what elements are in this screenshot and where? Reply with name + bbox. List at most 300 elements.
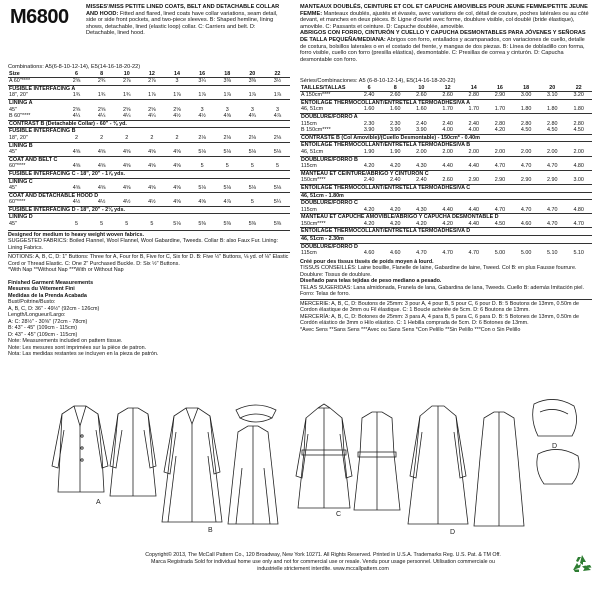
yardage-cell: 4.40: [468, 163, 480, 170]
size-cell: 8: [382, 85, 408, 92]
yardage-cell: 2.80: [573, 120, 584, 127]
yardage-cell: 4½: [198, 113, 206, 120]
yardage-cell: 4.20: [416, 220, 427, 227]
yardage-row: [8, 135, 290, 142]
size-cell: 16: [190, 71, 215, 78]
coat-c-back-drawing: [354, 412, 400, 510]
row-label: 18", 20": [9, 134, 28, 141]
row-label: 45": [9, 185, 17, 192]
yardage-table-fr: [300, 85, 592, 257]
yardage-cell: 2¾: [97, 78, 106, 85]
copyright-line-2: Marca Registrada Sold for individual home use only and not for commercial use or resale. Vendu pour usage personnel. Utilisation commerciale ou: [151, 559, 495, 565]
yardage-cell: 5⅛: [223, 149, 231, 156]
yardage-cell: 4.70: [442, 250, 453, 257]
yardage-row: [300, 250, 592, 257]
yardage-cell: 5.10: [573, 250, 584, 257]
yardage-cell: 2: [125, 134, 129, 141]
size-cell: 6: [356, 85, 382, 92]
yardage-cell: 3: [200, 106, 204, 113]
size-cell: 10: [408, 85, 434, 92]
yardage-cell: 5: [250, 163, 254, 170]
yardage-cell: 4⅝: [72, 149, 81, 156]
row-label: 46, 51cm: [301, 148, 324, 155]
section-label: 46, 51cm - 2.30m: [300, 236, 592, 244]
yardage-section-row: [300, 99, 592, 106]
yardage-cell: 1⅞: [173, 92, 181, 99]
yardage-cell: 4⅝: [97, 149, 106, 156]
yardage-cell: 3: [275, 106, 279, 113]
yardage-cell: 1.60: [416, 106, 427, 113]
yardage-section-row: [8, 170, 290, 178]
section-label: ENTOILAGE THERMOCOLLANT/ENTRETELA TERMOADHESIVA A: [300, 99, 592, 106]
yardage-row: [8, 185, 290, 192]
yardage-cell: 3¼: [198, 78, 206, 85]
yardage-cell: 3.00: [520, 92, 532, 99]
yardage-cell: 4.70: [547, 206, 558, 213]
header-fr-es: [300, 4, 592, 63]
disenado-para: Diseñado para telas tejidas de peso mediano a pesado.: [300, 278, 442, 285]
row-label: B 150cm****: [301, 127, 331, 134]
yardage-cell: 3.90: [416, 127, 427, 134]
section-label: LINING B: [8, 142, 290, 149]
yardage-cell: 2.60: [442, 92, 453, 99]
yardage-cell: 5⅜: [248, 221, 257, 228]
yardage-cell: 2: [150, 134, 154, 141]
meas-note-es: Nota: Las medidas restantes se incluyen en la pieza de patrón.: [8, 351, 159, 358]
meas-title-fr: Mesures du Vêtement Fini: [8, 286, 75, 293]
yardage-section-row: [300, 243, 592, 250]
yardage-cell: 2.90: [494, 177, 506, 184]
row-label: A 150cm****: [301, 92, 331, 99]
yardage-cell: 2.80: [494, 120, 506, 127]
yardage-cell: 3.90: [390, 127, 401, 134]
yardage-cell: 2.40: [416, 120, 427, 127]
yardage-section-row: [300, 200, 592, 207]
row-label: 60"****: [9, 199, 26, 206]
size-cell: 14: [164, 71, 189, 78]
yardage-cell: 5: [275, 163, 279, 170]
meas-title-es: Medidas de la Prenda Acabada: [8, 292, 87, 299]
copyright-line-3: industrielle strictement interdite. www.mccallpattern.com: [257, 566, 389, 572]
section-label: DOUBLURE/FORRO D: [300, 243, 592, 250]
yardage-cell: 4.60: [520, 220, 532, 227]
yardage-cell: 5: [150, 221, 154, 228]
coat-c-drawing: [296, 404, 352, 508]
header-es-title: ABRIGOS CON FORRO, CINTURÓN Y CUELLO Y CAPUCHA DESMONTABLES PARA JÓVENES Y SEÑORAS DE TALLA PEQUEÑA/MEDIANA:: [300, 30, 586, 43]
size-cell: 16: [487, 85, 513, 92]
yardage-cell: 2.00: [416, 148, 427, 155]
yardage-cell: 2.40: [390, 177, 401, 184]
yardage-cell: 2.00: [442, 148, 453, 155]
yardage-section-row: [8, 178, 290, 185]
yardage-cell: 2⅝: [173, 106, 181, 113]
yardage-row: [8, 107, 290, 114]
yardage-cell: 4½: [72, 199, 81, 206]
combinations-fr: Séries/Combinaciones: A5 (6-8-10-12-14), E5(14-16-18-20-22): [300, 78, 456, 84]
yardage-cell: 5⅛: [198, 185, 206, 192]
yardage-cell: 4.70: [520, 163, 532, 170]
notes-en: [8, 230, 290, 274]
view-label-hood-d: D: [552, 443, 558, 450]
section-label: FUSIBLE INTERFACING B: [8, 128, 290, 135]
yardage-section-row: [8, 142, 290, 149]
yardage-cell: 1.60: [390, 106, 401, 113]
yardage-cell: 5⅛: [248, 149, 257, 156]
yardage-cell: 4⅝: [72, 163, 81, 170]
yardage-cell: 4.50: [573, 127, 584, 134]
yardage-cell: 4.70: [494, 206, 506, 213]
yardage-cell: 4.40: [468, 220, 480, 227]
yardage-cell: 4⅝: [173, 199, 181, 206]
header-en-title: MISSES'/MISS PETITE LINED COATS, BELT AND DETACHABLE COLLAR AND HOOD:: [86, 4, 280, 17]
yardage-cell: 4.70: [468, 250, 480, 257]
yardage-cell: 2.40: [442, 120, 453, 127]
yardage-cell: 4⅝: [72, 185, 81, 192]
yardage-cell: 4¼: [72, 113, 81, 120]
section-label: DOUBLURE/FORRO A: [300, 113, 592, 120]
yardage-cell: 2⅞: [148, 78, 156, 85]
coat-a-back-drawing: [110, 408, 156, 496]
section-label: MANTEAU ET CEINTURE/ABRIGO Y CINTURÓN C: [300, 170, 592, 177]
yardage-cell: 2.80: [468, 92, 480, 99]
yardage-section-row: [300, 214, 592, 221]
combinations-en: Combinations: A5(6-8-10-12-14), E5(14-16-18-20-22): [8, 64, 141, 70]
yardage-cell: 4½: [148, 199, 156, 206]
header-en: [86, 4, 282, 37]
yardage-cell: 4.80: [573, 163, 584, 170]
view-label-a: A: [96, 499, 101, 506]
section-label: ENTOILAGE THERMOCOLLANT/ENTRETELA TERMOADHESIVA B: [300, 142, 592, 149]
notions: NOTIONS: A, B, C, D: 1" Buttons: Three for A, Four for B, Five for C, Six for D. B: Five ½" Buttons, ⅛ yd. of ⅛" Elastic Cord or Thread Elastic. C: One 2" Purchased Buckle. D: Six ½" Buttons.: [8, 254, 289, 267]
yardage-cell: 1.80: [547, 106, 558, 113]
length-b: B: 43" - 45" (109cm - 115cm): [8, 325, 78, 332]
coat-b-back-drawing: [228, 426, 278, 524]
yardage-cell: 2.90: [494, 92, 506, 99]
yardage-cell: 4.20: [390, 206, 401, 213]
yardage-cell: 4⅝: [123, 185, 131, 192]
yardage-cell: 5⅛: [223, 185, 231, 192]
yardage-row: [300, 92, 592, 100]
yardage-cell: 4⅞: [273, 113, 282, 120]
meas-note-en: Note: Measurements included on pattern tissue.: [8, 338, 123, 345]
yardage-cell: 2⅞: [123, 78, 131, 85]
yardage-cell: 1⅞: [223, 92, 231, 99]
row-label: B 60"****: [9, 113, 31, 120]
yardage-cell: 5⅛: [248, 185, 257, 192]
yardage-section-row: [8, 85, 290, 92]
row-label: 45": [9, 149, 17, 156]
section-label: COAT AND DETACHABLE HOOD D: [8, 192, 290, 199]
yardage-cell: 1¾: [72, 92, 81, 99]
nap-legend-fr: *Avec Sens **Sans Sens ***Avec ou Sans Sens *Con Pelillo **Sin Pelillo ***Con o Sin Pelillo: [300, 326, 521, 333]
yardage-cell: 1⅞: [273, 92, 282, 99]
yardage-cell: 2⅝: [97, 106, 106, 113]
section-label: LINING C: [8, 178, 290, 185]
coat-b-drawing: [162, 408, 222, 522]
yardage-cell: 4.60: [363, 250, 375, 257]
yardage-cell: 1.70: [468, 106, 480, 113]
yardage-cell: 3⅜: [223, 78, 231, 85]
yardage-row: [8, 149, 290, 156]
header-es-desc: Abrigos con forro, entallados y acampanados, con variaciones de cuello, detalle de costura, bolsillos laterales o en el costado del frente, y mangas de dos piezas. B: Línea de dobladillo con forma, forro visible, cuello con forro (presilla elástica), desmontable. C: Presillas de correa y cinturón. D: Capucha desmontable con forro.: [300, 36, 585, 63]
yardage-cell: 3.10: [547, 92, 558, 99]
yardage-cell: 2.30: [390, 120, 401, 127]
row-label: 115cm: [301, 206, 317, 213]
yardage-cell: 1.80: [520, 106, 532, 113]
row-label: 115cm: [301, 250, 317, 257]
yardage-cell: 5⅜: [223, 221, 231, 228]
yardage-cell: 2: [100, 134, 104, 141]
section-label: CONTRASTE B (Col Amovible)/(Cuello Desmontable) - 150cm* - 0.40m: [300, 134, 592, 142]
yardage-table-en: [8, 71, 290, 228]
yardage-section-row: [8, 214, 290, 221]
yardage-cell: 1.70: [442, 106, 453, 113]
yardage-cell: 2⅝: [123, 106, 131, 113]
size-cell: 10: [114, 71, 139, 78]
meas-note-fr: Note: Les mesures sont imprimées sur la pièce de patron.: [8, 344, 147, 351]
section-label: LINING A: [8, 99, 290, 106]
size-cell: 12: [435, 85, 461, 92]
telas-sugeridas: TELAS SUGERIDAS: Lana almidonada, Franela de lana, Gabardina de lana, Tweeds. Cuello B: además Imitación piel. Forro: Telas de forro.: [300, 284, 584, 298]
yardage-cell: 2⅛: [273, 134, 282, 141]
yardage-cell: 4.20: [390, 163, 401, 170]
yardage-cell: 1.80: [573, 106, 584, 113]
suggested-fabrics: SUGGESTED FABRICS: Boiled Flannel, Wool Flannel, Wool Gabardine, Tweeds. Collar B: also Faux Fur. Lining: Lining Fabrics.: [8, 238, 278, 251]
size-cell: 22: [565, 85, 592, 92]
yardage-cell: 5: [75, 221, 79, 228]
row-label: 45": [9, 106, 17, 113]
yardage-cell: 5: [125, 221, 129, 228]
size-cell: 12: [139, 71, 164, 78]
bust-values: A, B, C, D: 36" - 49½" (92cm - 126cm): [8, 305, 100, 312]
section-label: DOUBLURE/FORRO B: [300, 156, 592, 163]
yardage-cell: 1¾: [123, 92, 131, 99]
yardage-cell: 4.20: [363, 220, 375, 227]
coat-a-drawing: [52, 406, 108, 492]
yardage-cell: 4⅝: [123, 149, 131, 156]
yardage-row: [300, 163, 592, 170]
yardage-cell: 5: [250, 199, 254, 206]
header-fr-title: MANTEAUX DOUBLÉS, CEINTURE ET COL ET CAPUCHE AMOVIBLES POUR JEUNE FEMME/PETITE JEUNE FEMME:: [300, 4, 588, 17]
cree-pour: Créé pour des tissus tissés de poids moyen à lourd.: [300, 258, 434, 265]
yardage-cell: 3.00: [573, 177, 584, 184]
yardage-cell: 2.80: [520, 120, 532, 127]
yardage-section-row: [300, 170, 592, 177]
hood-d-drawing: [533, 399, 579, 484]
yardage-cell: 3: [175, 78, 179, 85]
yardage-cell: 4.50: [494, 220, 506, 227]
yardage-cell: 4.50: [520, 127, 532, 134]
nap-legend-en: *With Nap **Without Nap ***With or Without Nap: [8, 267, 124, 274]
yardage-cell: 2.40: [468, 120, 480, 127]
yardage-cell: 4⅝: [173, 185, 181, 192]
yardage-row: [300, 127, 592, 134]
yardage-cell: 2.90: [547, 177, 558, 184]
yardage-cell: 3.90: [363, 127, 375, 134]
yardage-section-row: [8, 128, 290, 135]
recycle-icon: [570, 553, 594, 577]
yardage-cell: 2.40: [363, 177, 375, 184]
yardage-cell: 5⅛: [173, 221, 181, 228]
yardage-cell: 4⅝: [148, 185, 156, 192]
yardage-row: [300, 207, 592, 214]
yardage-row: [8, 221, 290, 228]
yardage-cell: 4⅝: [198, 199, 206, 206]
yardage-row: [300, 177, 592, 184]
yardage-cell: 2.90: [468, 177, 480, 184]
row-label: 46, 51cm: [301, 106, 324, 113]
yardage-section-row: [300, 184, 592, 192]
yardage-cell: 4⅝: [97, 163, 106, 170]
yardage-cell: 4.30: [416, 163, 427, 170]
size-cell: 8: [89, 71, 114, 78]
yardage-cell: 2⅝: [72, 78, 81, 85]
view-label-b: B: [208, 527, 213, 534]
length-label: Length/Longueur/Largo:: [8, 312, 66, 319]
yardage-row: [300, 221, 592, 228]
yardage-cell: 4⅝: [97, 185, 106, 192]
size-cell: 18: [215, 71, 240, 78]
size-cell: 14: [461, 85, 487, 92]
size-header-label: Size: [8, 71, 64, 78]
yardage-cell: 5⅜: [198, 221, 206, 228]
yardage-cell: 2⅛: [198, 134, 206, 141]
yardage-cell: 4⅝: [173, 163, 181, 170]
yardage-cell: 2⅛: [248, 134, 257, 141]
yardage-section-row: [8, 99, 290, 106]
size-cell: 20: [539, 85, 565, 92]
yardage-section-row: [300, 236, 592, 244]
yardage-cell: 4.70: [494, 163, 506, 170]
yardage-cell: 4.20: [363, 163, 375, 170]
yardage-section-row: [300, 192, 592, 200]
yardage-cell: 4¾: [248, 113, 257, 120]
yardage-cell: 2.60: [442, 177, 453, 184]
yardage-row: [8, 113, 290, 120]
technical-drawings: [44, 396, 592, 546]
yardage-cell: 3.20: [573, 92, 584, 99]
yardage-cell: 1⅞: [148, 92, 156, 99]
section-label: LINING D: [8, 214, 290, 221]
yardage-cell: 4.70: [416, 250, 427, 257]
yardage-cell: 4.70: [547, 220, 558, 227]
yardage-cell: 4.40: [468, 206, 480, 213]
coat-d-drawing: [408, 406, 468, 524]
yardage-cell: 3: [225, 106, 229, 113]
section-label: FUSIBLE INTERFACING A: [8, 85, 290, 92]
yardage-cell: 2⅛: [223, 134, 231, 141]
yardage-cell: 4¼: [148, 113, 156, 120]
yardage-cell: 4.40: [442, 206, 453, 213]
yardage-section-row: [300, 156, 592, 163]
section-label: ENTOILAGE THERMOCOLLANT/ENTRETELA TERMOADHESIVA C: [300, 184, 592, 192]
bust-label: Bust/Poitrine/Busto:: [8, 299, 56, 306]
yardage-column-en: [8, 64, 290, 358]
yardage-cell: 2.00: [494, 148, 506, 155]
row-label: 45": [9, 221, 17, 228]
yardage-section-row: [300, 228, 592, 236]
yardage-cell: 4¼: [97, 113, 106, 120]
length-ac: A: C: 28½" - 30⅝" (72cm - 78cm): [8, 318, 88, 325]
yardage-cell: 4⅝: [148, 149, 156, 156]
yardage-cell: 5⅛: [198, 149, 206, 156]
yardage-cell: 5.10: [547, 250, 558, 257]
yardage-cell: 4.20: [363, 206, 375, 213]
yardage-cell: 2.00: [520, 148, 532, 155]
yardage-cell: 4.80: [573, 206, 584, 213]
yardage-section-row: [300, 113, 592, 120]
yardage-cell: 4.40: [442, 163, 453, 170]
section-label: ENTOILAGE THERMOCOLLANT/ENTRETELA TERMOADHESIVA D: [300, 228, 592, 236]
designed-for: Designed for medium to heavy weight woven fabrics.: [8, 231, 144, 238]
yardage-section-row: [300, 142, 592, 149]
yardage-cell: 5⅛: [273, 185, 282, 192]
yardage-cell: 1¾: [97, 92, 106, 99]
section-label: 46, 51cm - 1.80m: [300, 192, 592, 200]
yardage-cell: 1⅞: [198, 92, 206, 99]
yardage-row: [8, 92, 290, 99]
yardage-cell: 5¼: [273, 199, 282, 206]
finished-measurements: [8, 280, 290, 358]
yardage-cell: 4⅝: [173, 149, 181, 156]
copyright-line-1: Copyright© 2013, The McCall Pattern Co., 120 Broadway, New York 10271. All Rights Reserved. Printed in U.S.A. Trademarks Reg. U.S. Pat. & TM Off.: [145, 552, 501, 558]
size-cell: 6: [64, 71, 89, 78]
yardage-cell: 2.80: [547, 120, 558, 127]
pattern-number: M6800: [10, 6, 69, 28]
yardage-row: [300, 149, 592, 156]
yardage-section-row: [8, 120, 290, 128]
yardage-cell: 4.30: [416, 206, 427, 213]
yardage-cell: 5: [225, 163, 229, 170]
section-label: FUSIBLE INTERFACING D - 18", 20" - 2⅛ yds.: [8, 206, 290, 214]
section-label: FUSIBLE INTERFACING C - 18", 20" - 1⅞ yds.: [8, 170, 290, 178]
yardage-cell: 5.00: [494, 250, 506, 257]
yardage-cell: 4.00: [468, 127, 480, 134]
yardage-cell: 2: [175, 134, 179, 141]
yardage-cell: 5⅜: [273, 221, 282, 228]
collar-b-drawing: [236, 405, 276, 422]
yardage-cell: 2.60: [416, 92, 427, 99]
merceria: MERCERÍA: A, B, C, D: Botones de 25mm: 3 para A, 4 para B, 5 para C, 6 para D. B: 5 Botones de 13mm, 0.50m de Cordón elástico de 3mm o Hilo elástico. C: 1 Hebilla comprada de 5cm. D: 6 Botones de 13mm.: [300, 313, 579, 327]
yardage-cell: 3: [250, 106, 254, 113]
tissus-conseilles: TISSUS CONSEILLÉS: Laine bouillie, Flanelle de laine, Gabardine de laine, Tweed. Col B: en plus Fausse fourrure. Doublure: Tissus de doublure.: [300, 265, 577, 278]
header-fr-desc: Manteaux doublés, ajustés et évasés, avec variations de col, détail de couture, poches latérales ou au côté devant, et manches en deux pièces. B: Ligne d'ourlet avec forme, doublure visible, col doublé (bride élastique), amovible. C: Passants et ceinture. D: Capuche doublée, amovible.: [300, 10, 589, 30]
yardage-column-fr: [300, 78, 592, 333]
mercerie: MERCERIE: A, B, C, D: Boutons de 25mm: 3 pour A, 4 pour B, 5 pour C, 6 pour D. B: 5 Boutons de 13mm, 0.50m de Cordon élastique de 3mm ou Fil élastique. C: 1 Boucle achetée de 5cm. D: 6 Boutons de 13mm.: [300, 300, 579, 314]
yardage-cell: 1.60: [363, 106, 375, 113]
yardage-cell: 2.40: [363, 92, 375, 99]
yardage-cell: 4.60: [390, 250, 401, 257]
yardage-cell: 1.90: [363, 148, 375, 155]
yardage-cell: 4⅝: [223, 113, 231, 120]
yardage-row: [300, 106, 592, 113]
yardage-cell: 4.20: [390, 220, 401, 227]
yardage-cell: 5: [200, 163, 204, 170]
view-label-d: D: [450, 529, 456, 536]
yardage-cell: 5: [100, 221, 104, 228]
notes-fr-es: [300, 259, 592, 334]
yardage-cell: 2.90: [520, 177, 532, 184]
yardage-cell: 2.30: [363, 120, 375, 127]
size-cell: 20: [240, 71, 265, 78]
yardage-cell: 2.00: [547, 148, 558, 155]
yardage-cell: 4.70: [573, 220, 584, 227]
yardage-cell: 4⅞: [223, 199, 231, 206]
yardage-cell: 4.50: [547, 127, 558, 134]
yardage-row: [8, 199, 290, 206]
yardage-cell: 4⅝: [123, 163, 131, 170]
yardage-cell: 2.00: [573, 148, 584, 155]
